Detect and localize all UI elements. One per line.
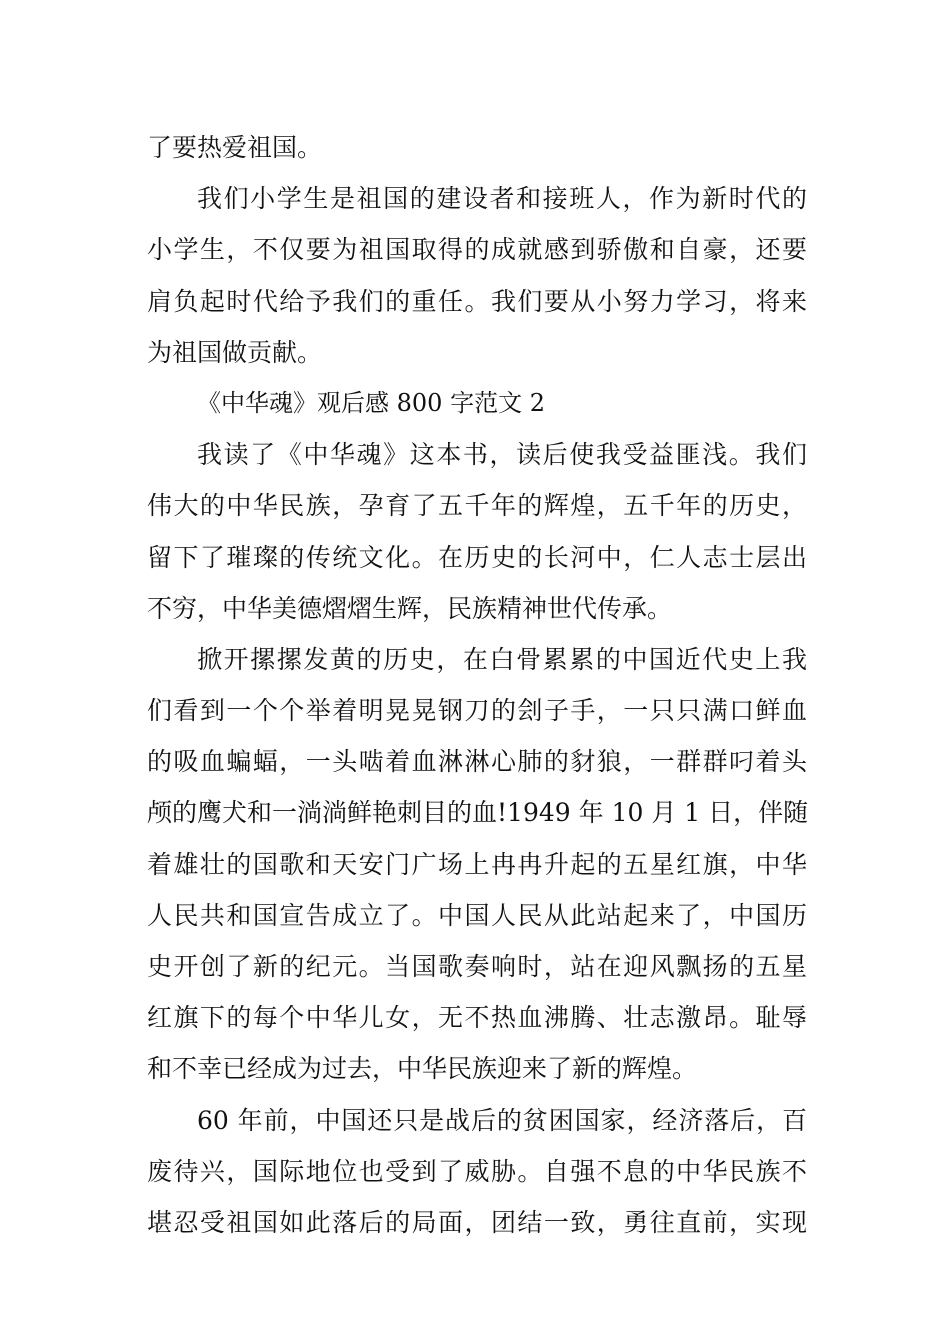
text-line: 颅的鹰犬和一淌淌鲜艳刺目的血!1949 年 10 月 1 日，伴随 xyxy=(147,798,809,828)
text-line: 堪忍受祖国如此落后的局面，团结一致，勇往直前，实现 xyxy=(147,1207,807,1237)
document-body xyxy=(147,122,807,1248)
text-line: 了要热爱祖国。 xyxy=(147,133,323,162)
text-line: 着雄壮的国歌和天安门广场上冉冉升起的五星红旗，中华 xyxy=(147,849,807,879)
section-heading: 《中华魂》观后感 800 字范文 2 xyxy=(197,388,545,417)
text-line: 不穷，中华美德熠熠生辉，民族精神世代传承。 xyxy=(147,593,673,623)
text-line: 为祖国做贡献。 xyxy=(147,337,323,367)
text-line: 的吸血蝙蝠，一头啮着血淋淋心肺的豺狼，一群群叼着头 xyxy=(147,747,807,777)
text-line: 红旗下的每个中华儿女，无不热血沸腾、壮志激昂。耻辱 xyxy=(147,1003,807,1033)
text-line: 史开创了新的纪元。当国歌奏响时，站在迎风飘扬的五星 xyxy=(147,952,807,981)
paragraph-first-line: 60 年前，中国还只是战后的贫困国家，经济落后，百 xyxy=(197,1105,807,1135)
text-line: 伟大的中华民族，孕育了五千年的辉煌，五千年的历史， xyxy=(147,491,807,521)
text-line: 们看到一个个举着明晃晃钢刀的刽子手，一只只满口鲜血 xyxy=(147,696,807,726)
text-line: 小学生，不仅要为祖国取得的成就感到骄傲和自豪，还要 xyxy=(147,235,807,265)
paragraph-first-line: 我读了《中华魂》这本书，读后使我受益匪浅。我们 xyxy=(197,440,807,470)
text-line: 留下了璀璨的传统文化。在历史的长河中，仁人志士层出 xyxy=(147,542,807,572)
text-line: 和不幸已经成为过去，中华民族迎来了新的辉煌。 xyxy=(147,1054,698,1084)
text-line: 废待兴，国际地位也受到了威胁。自强不息的中华民族不 xyxy=(147,1156,807,1186)
text-line: 肩负起时代给予我们的重任。我们要从小努力学习，将来 xyxy=(147,286,807,316)
paragraph-first-line: 掀开摞摞发黄的历史，在白骨累累的中国近代史上我 xyxy=(197,644,807,674)
text-line: 人民共和国宣告成立了。中国人民从此站起来了，中国历 xyxy=(147,900,807,930)
paragraph-first-line: 我们小学生是祖国的建设者和接班人，作为新时代的 xyxy=(197,184,807,214)
